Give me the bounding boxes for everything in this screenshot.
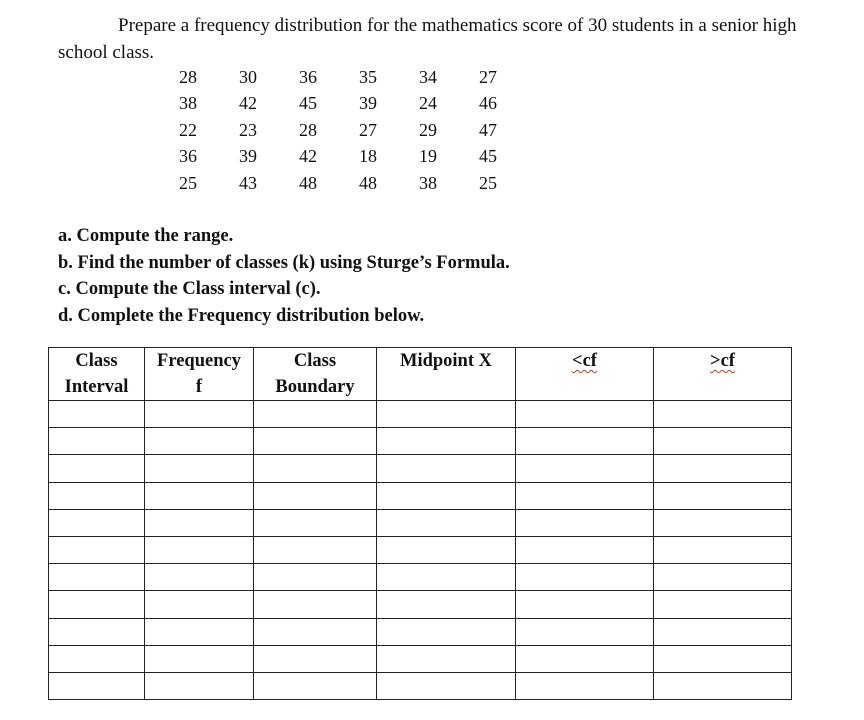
question-c: c. Compute the Class interval (c).	[58, 279, 321, 299]
table-row	[49, 564, 792, 591]
header-midpoint	[377, 348, 516, 401]
empty-cell[interactable]	[377, 482, 516, 509]
question-a: a. Compute the range.	[58, 226, 234, 246]
score-cell: 43	[239, 172, 257, 193]
header-class-boundary	[254, 348, 377, 401]
score-cell: 22	[179, 119, 197, 140]
score-cell: 28	[299, 119, 317, 140]
empty-cell[interactable]	[377, 618, 516, 645]
score-cell: 39	[239, 146, 257, 167]
score-cell: 48	[359, 172, 377, 193]
header-class-interval	[49, 348, 145, 401]
empty-cell[interactable]	[654, 428, 792, 455]
empty-cell[interactable]	[49, 536, 145, 563]
empty-cell[interactable]	[145, 455, 254, 482]
score-cell: 24	[419, 93, 437, 114]
empty-cell[interactable]	[145, 428, 254, 455]
table-row	[49, 401, 792, 428]
empty-cell[interactable]	[377, 401, 516, 428]
empty-cell[interactable]	[49, 645, 145, 672]
empty-cell[interactable]	[377, 672, 516, 699]
empty-cell[interactable]	[254, 618, 377, 645]
empty-cell[interactable]	[145, 401, 254, 428]
empty-cell[interactable]	[49, 672, 145, 699]
empty-cell[interactable]	[654, 645, 792, 672]
table-row	[49, 509, 792, 536]
empty-cell[interactable]	[654, 564, 792, 591]
table-row	[49, 645, 792, 672]
score-cell: 19	[419, 146, 437, 167]
table-row	[49, 428, 792, 455]
empty-cell[interactable]	[49, 455, 145, 482]
empty-cell[interactable]	[377, 536, 516, 563]
header-less-cf	[516, 348, 654, 401]
empty-cell[interactable]	[377, 428, 516, 455]
empty-cell[interactable]	[145, 509, 254, 536]
empty-cell[interactable]	[377, 564, 516, 591]
empty-cell[interactable]	[377, 645, 516, 672]
empty-cell[interactable]	[516, 428, 654, 455]
empty-cell[interactable]	[49, 428, 145, 455]
empty-cell[interactable]	[145, 645, 254, 672]
score-cell: 28	[179, 66, 197, 87]
empty-cell[interactable]	[49, 509, 145, 536]
empty-cell[interactable]	[516, 672, 654, 699]
empty-cell[interactable]	[49, 401, 145, 428]
empty-cell[interactable]	[654, 618, 792, 645]
table-row	[49, 672, 792, 699]
score-cell: 38	[419, 172, 437, 193]
score-cell: 47	[479, 119, 497, 140]
questions-list	[58, 223, 510, 329]
empty-cell[interactable]	[377, 455, 516, 482]
score-cell: 45	[479, 146, 497, 167]
empty-cell[interactable]	[516, 618, 654, 645]
empty-cell[interactable]	[654, 509, 792, 536]
empty-cell[interactable]	[516, 564, 654, 591]
score-cell: 45	[299, 93, 317, 114]
score-cell: 46	[479, 93, 497, 114]
empty-cell[interactable]	[49, 618, 145, 645]
empty-cell[interactable]	[145, 536, 254, 563]
empty-cell[interactable]	[254, 645, 377, 672]
empty-cell[interactable]	[49, 591, 145, 618]
empty-cell[interactable]	[254, 564, 377, 591]
table-header-row	[49, 348, 792, 401]
header-class-boundary-line2: Boundary	[275, 377, 355, 397]
empty-cell[interactable]	[516, 645, 654, 672]
empty-cell[interactable]	[516, 536, 654, 563]
empty-cell[interactable]	[516, 455, 654, 482]
frequency-distribution-table	[48, 347, 792, 700]
score-cell: 23	[239, 119, 257, 140]
empty-cell[interactable]	[654, 482, 792, 509]
empty-cell[interactable]	[49, 482, 145, 509]
scores-row	[158, 64, 518, 91]
table-row	[49, 536, 792, 563]
header-greater-cf	[654, 348, 792, 401]
empty-cell[interactable]	[516, 591, 654, 618]
scores-row	[158, 144, 518, 171]
empty-cell[interactable]	[654, 536, 792, 563]
problem-statement: Prepare a frequency distribution for the mathematics score of 30 students in a senior high school class.	[58, 15, 797, 63]
empty-cell[interactable]	[654, 591, 792, 618]
score-cell: 42	[299, 146, 317, 167]
score-cell: 34	[419, 66, 437, 87]
empty-cell[interactable]	[254, 509, 377, 536]
empty-cell[interactable]	[49, 564, 145, 591]
header-less-cf-label: <cf	[572, 351, 597, 371]
empty-cell[interactable]	[254, 428, 377, 455]
empty-cell[interactable]	[145, 618, 254, 645]
score-cell: 27	[479, 66, 497, 87]
header-frequency-line2: f	[195, 377, 203, 397]
score-cell: 42	[239, 93, 257, 114]
score-cell: 30	[239, 66, 257, 87]
header-class-interval-line2: Interval	[64, 377, 129, 397]
empty-cell[interactable]	[516, 509, 654, 536]
header-class-boundary-line1: Class	[293, 351, 337, 371]
empty-cell[interactable]	[516, 401, 654, 428]
question-b: b. Find the number of classes (k) using Sturge’s Formula.	[58, 252, 510, 273]
header-greater-cf-label: >cf	[710, 351, 735, 371]
header-frequency-line1: Frequency	[157, 351, 241, 371]
table-row	[49, 591, 792, 618]
empty-cell[interactable]	[145, 672, 254, 699]
scores-row	[158, 91, 518, 118]
empty-cell[interactable]	[654, 401, 792, 428]
question-d: d. Complete the Frequency distribution below.	[58, 305, 425, 326]
empty-cell[interactable]	[654, 672, 792, 699]
empty-cell[interactable]	[254, 455, 377, 482]
empty-cell[interactable]	[145, 482, 254, 509]
table-row	[49, 618, 792, 645]
score-cell: 39	[359, 93, 377, 114]
empty-cell[interactable]	[516, 482, 654, 509]
header-frequency	[145, 348, 254, 401]
empty-cell[interactable]	[254, 672, 377, 699]
score-cell: 29	[419, 119, 437, 140]
empty-cell[interactable]	[145, 591, 254, 618]
score-cell: 48	[299, 172, 317, 193]
empty-cell[interactable]	[377, 509, 516, 536]
score-cell: 25	[179, 172, 197, 193]
empty-cell[interactable]	[654, 455, 792, 482]
score-cell: 38	[179, 93, 197, 114]
score-cell: 36	[179, 146, 197, 167]
table-row	[49, 455, 792, 482]
table-row	[49, 482, 792, 509]
empty-cell[interactable]	[254, 401, 377, 428]
score-cell: 18	[359, 146, 377, 167]
empty-cell[interactable]	[145, 564, 254, 591]
header-class-interval-line1: Class	[75, 351, 118, 371]
scores-row	[158, 170, 518, 197]
header-midpoint-label: Midpoint X	[399, 351, 492, 371]
score-cell: 27	[359, 119, 377, 140]
empty-cell[interactable]	[254, 591, 377, 618]
empty-cell[interactable]	[254, 482, 377, 509]
empty-cell[interactable]	[377, 591, 516, 618]
scores-row	[158, 117, 518, 144]
score-cell: 36	[299, 66, 317, 87]
score-cell: 35	[359, 66, 377, 87]
score-cell: 25	[479, 172, 497, 193]
scores-table	[158, 64, 518, 197]
empty-cell[interactable]	[254, 536, 377, 563]
